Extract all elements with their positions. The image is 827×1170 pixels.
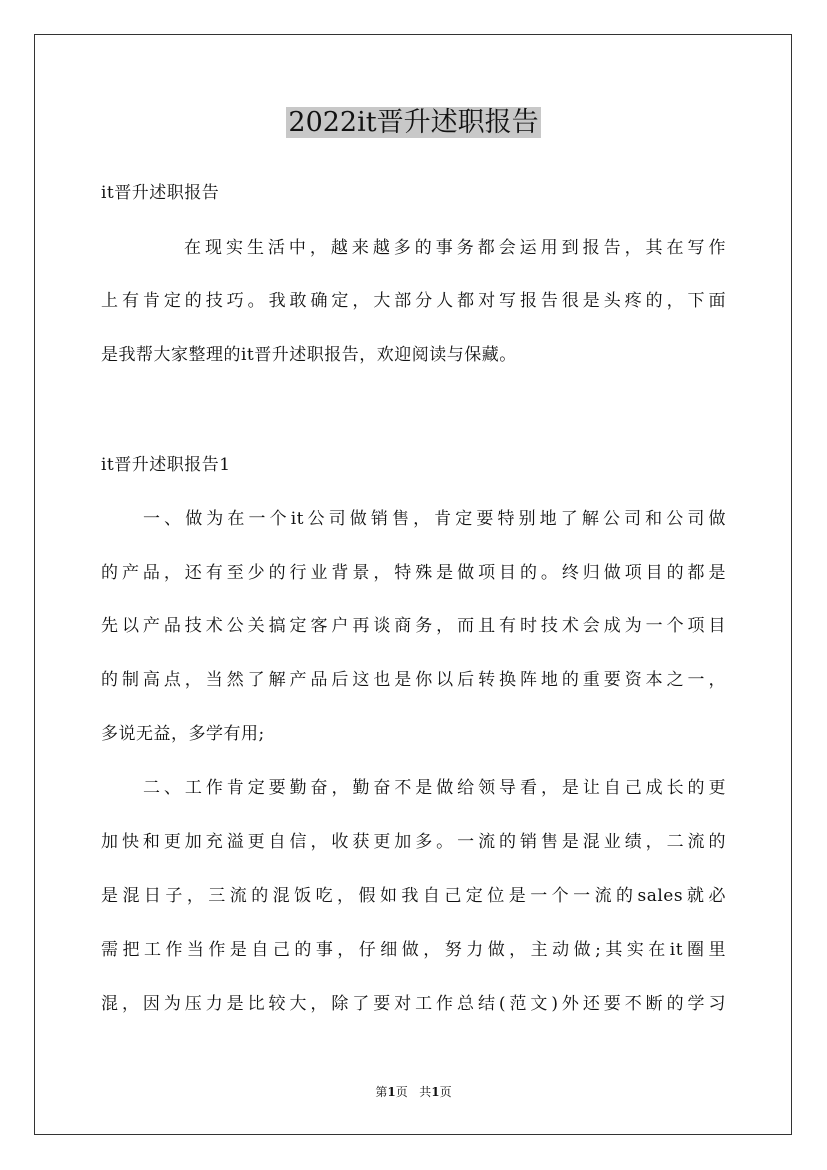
footer-page-suffix: 页	[395, 1085, 408, 1099]
para2-line-5: 混，因为压力是比较大，除了要对工作总结(范文)外还要不断的学习	[101, 994, 726, 1014]
para1-line-4: 的制高点，当然了解产品后这也是你以后转换阵地的重要资本之一，	[101, 670, 726, 690]
para1-line-1: 一、做为在一个it公司做销售，肯定要特别地了解公司和公司做	[143, 509, 726, 529]
para2-line-3: 是混日子，三流的混饭吃，假如我自己定位是一个一流的sales就必	[101, 886, 726, 906]
footer-total-prefix: 共	[419, 1085, 432, 1099]
para2-line-4: 需把工作当作是自己的事，仔细做，努力做，主动做;其实在it圈里	[101, 940, 726, 960]
para1-line-5: 多说无益，多学有用;	[101, 724, 265, 744]
document-title	[0, 103, 827, 143]
page-footer	[0, 1084, 827, 1100]
footer-page-number: 1	[387, 1085, 396, 1099]
para2-line-2: 加快和更加充溢更自信，收获更加多。一流的销售是混业绩，二流的	[101, 832, 726, 852]
intro-line-2: 上有肯定的技巧。我敢确定，大部分人都对写报告很是头疼的，下面	[101, 291, 726, 311]
footer-total-suffix: 页	[439, 1085, 452, 1099]
footer-page-prefix: 第	[375, 1085, 388, 1099]
para2-line-1: 二、工作肯定要勤奋，勤奋不是做给领导看，是让自己成长的更	[143, 778, 726, 798]
section-heading: it晋升述职报告1	[101, 455, 231, 475]
intro-line-3: 是我帮大家整理的it晋升述职报告，欢迎阅读与保藏。	[101, 345, 517, 365]
document-title-text: 2022it晋升述职报告	[288, 107, 539, 138]
document-subtitle: it晋升述职报告	[101, 183, 220, 203]
footer-total-pages: 1	[431, 1085, 440, 1099]
para1-line-3: 先以产品技术公关搞定客户再谈商务，而且有时技术会成为一个项目	[101, 616, 726, 636]
intro-line-1: 在现实生活中，越来越多的事务都会运用到报告，其在写作	[184, 238, 726, 258]
para1-line-2: 的产品，还有至少的行业背景，特殊是做项目的。终归做项目的都是	[101, 563, 726, 583]
